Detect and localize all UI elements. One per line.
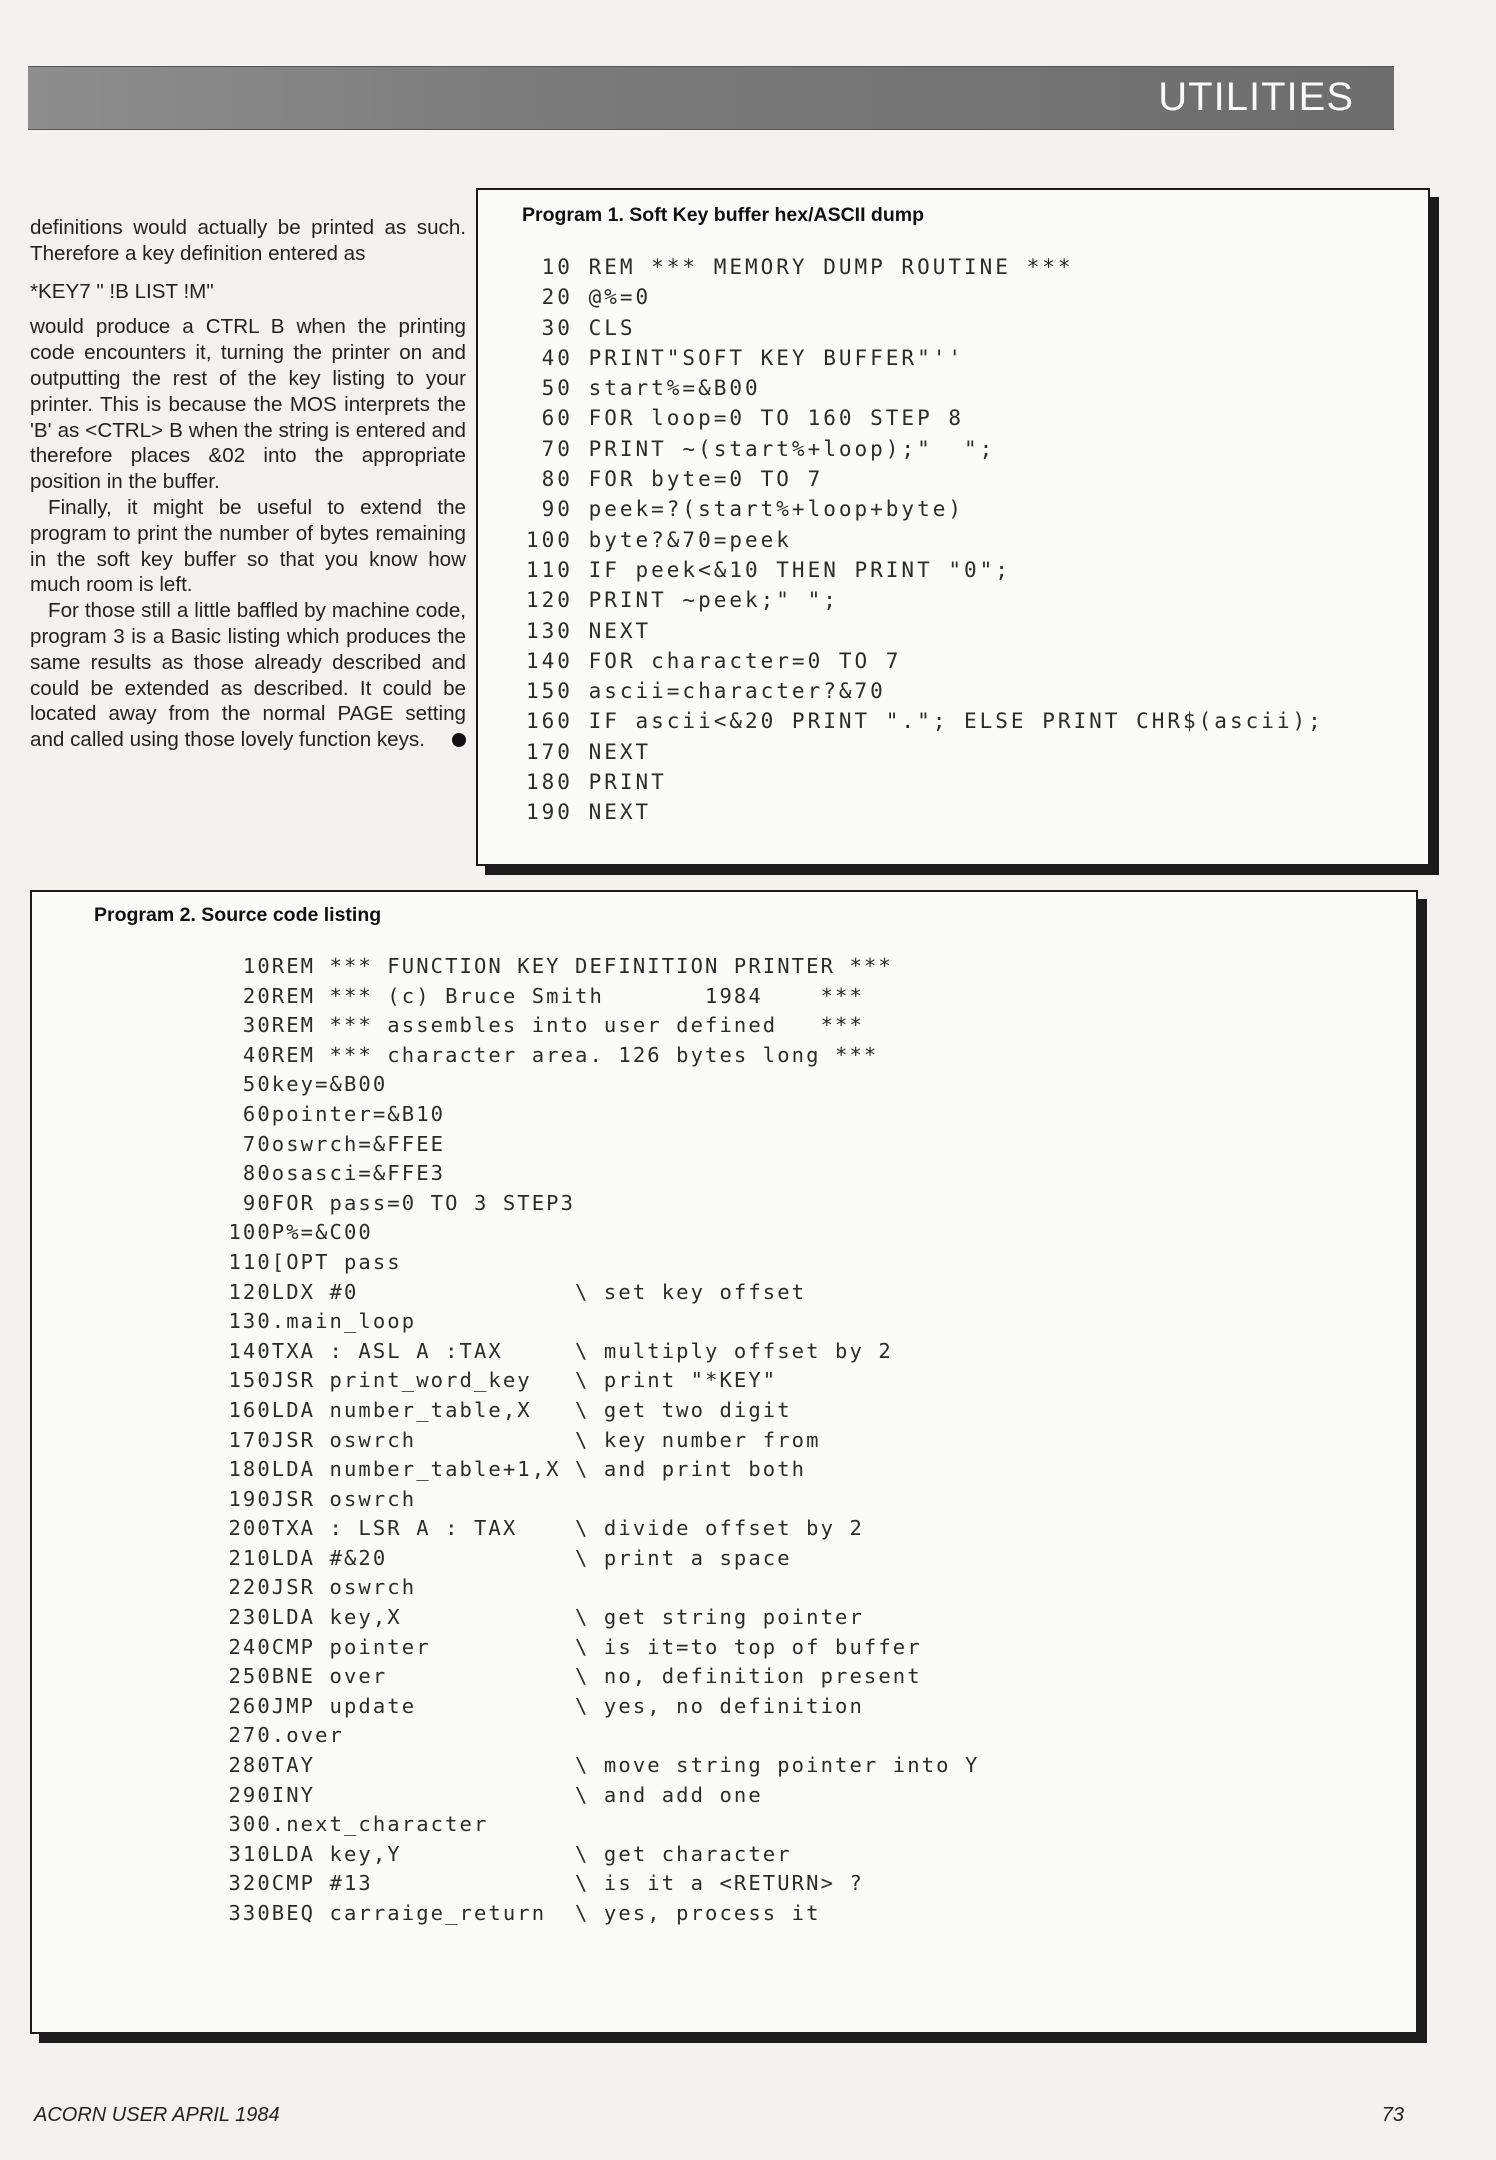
code-line: 110[OPT pass bbox=[214, 1249, 402, 1274]
code-line: 180 PRINT bbox=[526, 770, 667, 795]
code-line: 310LDA key,Y \ get character bbox=[214, 1841, 792, 1866]
code-line: 10 REM *** MEMORY DUMP ROUTINE *** bbox=[526, 255, 1074, 279]
code-line: 40 PRINT"SOFT KEY BUFFER"'' bbox=[526, 345, 965, 370]
code-line: 260JMP update \ yes, no definition bbox=[214, 1693, 864, 1718]
code-line: 190 NEXT bbox=[526, 800, 652, 825]
code-line: 160LDA number_table,X \ get two digit bbox=[214, 1397, 792, 1422]
code-line: 80 FOR byte=0 TO 7 bbox=[526, 467, 824, 492]
code-line: 90 peek=?(start%+loop+byte) bbox=[526, 497, 965, 522]
code-line: 330BEQ carraige_return \ yes, process it bbox=[214, 1901, 821, 1925]
code-line: 220JSR oswrch bbox=[214, 1575, 417, 1600]
code-line: 150JSR print_word_key \ print "*KEY" bbox=[214, 1368, 778, 1393]
article-paragraph: definitions would actually be printed as such. Therefore a key definition entered as bbox=[30, 216, 466, 265]
code-line: 240CMP pointer \ is it=to top of buffer bbox=[214, 1634, 922, 1659]
code-line: 110 IF peek<&10 THEN PRINT "0"; bbox=[526, 557, 1011, 582]
article-paragraph: Finally, it might be useful to extend the program to print the number of bytes remaining in the soft key buffer so that you know how much room is left. bbox=[30, 495, 466, 597]
program2-listing-box bbox=[30, 890, 1418, 2034]
code-line: 70oswrch=&FFEE bbox=[214, 1131, 446, 1156]
code-line: 130 NEXT bbox=[526, 618, 652, 643]
code-line: 20REM *** (c) Bruce Smith 1984 *** bbox=[214, 983, 864, 1008]
code-line: 170JSR oswrch \ key number from bbox=[214, 1427, 821, 1452]
code-line: 250BNE over \ no, definition present bbox=[214, 1664, 922, 1689]
code-line: 40REM *** character area. 126 bytes long *** bbox=[214, 1042, 879, 1067]
program1-listing-box bbox=[476, 188, 1430, 866]
section-title: UTILITIES bbox=[1158, 75, 1354, 119]
code-line: 160 IF ascii<&20 PRINT "."; ELSE PRINT CHR$(ascii); bbox=[526, 709, 1324, 734]
code-line: 120LDX #0 \ set key offset bbox=[214, 1279, 807, 1304]
program1-code bbox=[526, 252, 1324, 828]
code-line: 100 byte?&70=peek bbox=[526, 527, 792, 552]
code-line: 280TAY \ move string pointer into Y bbox=[214, 1753, 980, 1778]
code-line: 200TXA : LSR A : TAX \ divide offset by 2 bbox=[214, 1516, 864, 1541]
code-line: 150 ascii=character?&70 bbox=[526, 679, 886, 704]
code-line: 60 FOR loop=0 TO 160 STEP 8 bbox=[526, 406, 965, 431]
code-line: 130.main_loop bbox=[214, 1309, 417, 1334]
code-line: 320CMP #13 \ is it a <RETURN> ? bbox=[214, 1871, 864, 1896]
code-line: 50 start%=&B00 bbox=[526, 376, 761, 401]
article-paragraph-text: For those still a little baffled by machine code, program 3 is a Basic listing which produces the same results as those already described and could be extended as described. It could be located away from the normal PAGE setting and called using those lovely function keys. bbox=[30, 599, 466, 752]
code-line: 170 NEXT bbox=[526, 739, 652, 764]
code-line: 210LDA #&20 \ print a space bbox=[214, 1545, 792, 1570]
article-paragraph bbox=[30, 598, 466, 753]
code-line: 270.over bbox=[214, 1723, 344, 1748]
code-line: 60pointer=&B10 bbox=[214, 1101, 446, 1126]
code-line: 140TXA : ASL A :TAX \ multiply offset by 2 bbox=[214, 1338, 893, 1363]
footer-publication: ACORN USER APRIL 1984 bbox=[34, 2104, 280, 2126]
program2-title: Program 2. Source code listing bbox=[94, 904, 382, 926]
key-definition-example: *KEY7 " !B LIST !M" bbox=[30, 279, 214, 303]
code-line: 120 PRINT ~peek;" "; bbox=[526, 588, 839, 613]
program2-code bbox=[214, 952, 979, 1929]
end-of-article-bullet-icon bbox=[452, 733, 466, 747]
code-line: 300.next_character bbox=[214, 1812, 489, 1837]
code-line: 50key=&B00 bbox=[214, 1072, 388, 1097]
code-line: 180LDA number_table+1,X \ and print both bbox=[214, 1457, 807, 1482]
section-header-bar bbox=[28, 66, 1394, 130]
code-line: 70 PRINT ~(start%+loop);" "; bbox=[526, 436, 996, 461]
code-line: 10REM *** FUNCTION KEY DEFINITION PRINTER *** bbox=[214, 954, 893, 978]
code-line: 80osasci=&FFE3 bbox=[214, 1161, 446, 1186]
article-paragraph: would produce a CTRL B when the printing code encounters it, turning the printer on and outputting the rest of the key listing to your printer. This is because the MOS interprets the 'B' as <CTRL> B when the string is entered and therefore places &02 into the appropriate position in the buffer. bbox=[30, 315, 466, 494]
program1-title: Program 1. Soft Key buffer hex/ASCII dump bbox=[522, 204, 924, 226]
code-line: 20 @%=0 bbox=[526, 285, 652, 310]
footer-page-number: 73 bbox=[1381, 2104, 1404, 2126]
code-line: 90FOR pass=0 TO 3 STEP3 bbox=[214, 1190, 576, 1215]
code-line: 290INY \ and add one bbox=[214, 1782, 763, 1807]
code-line: 230LDA key,X \ get string pointer bbox=[214, 1605, 864, 1630]
code-line: 30REM *** assembles into user defined *** bbox=[214, 1013, 864, 1038]
code-line: 100P%=&C00 bbox=[214, 1220, 373, 1245]
code-line: 140 FOR character=0 TO 7 bbox=[526, 648, 902, 673]
article-column bbox=[30, 215, 466, 753]
code-line: 190JSR oswrch bbox=[214, 1486, 417, 1511]
code-line: 30 CLS bbox=[526, 315, 636, 340]
